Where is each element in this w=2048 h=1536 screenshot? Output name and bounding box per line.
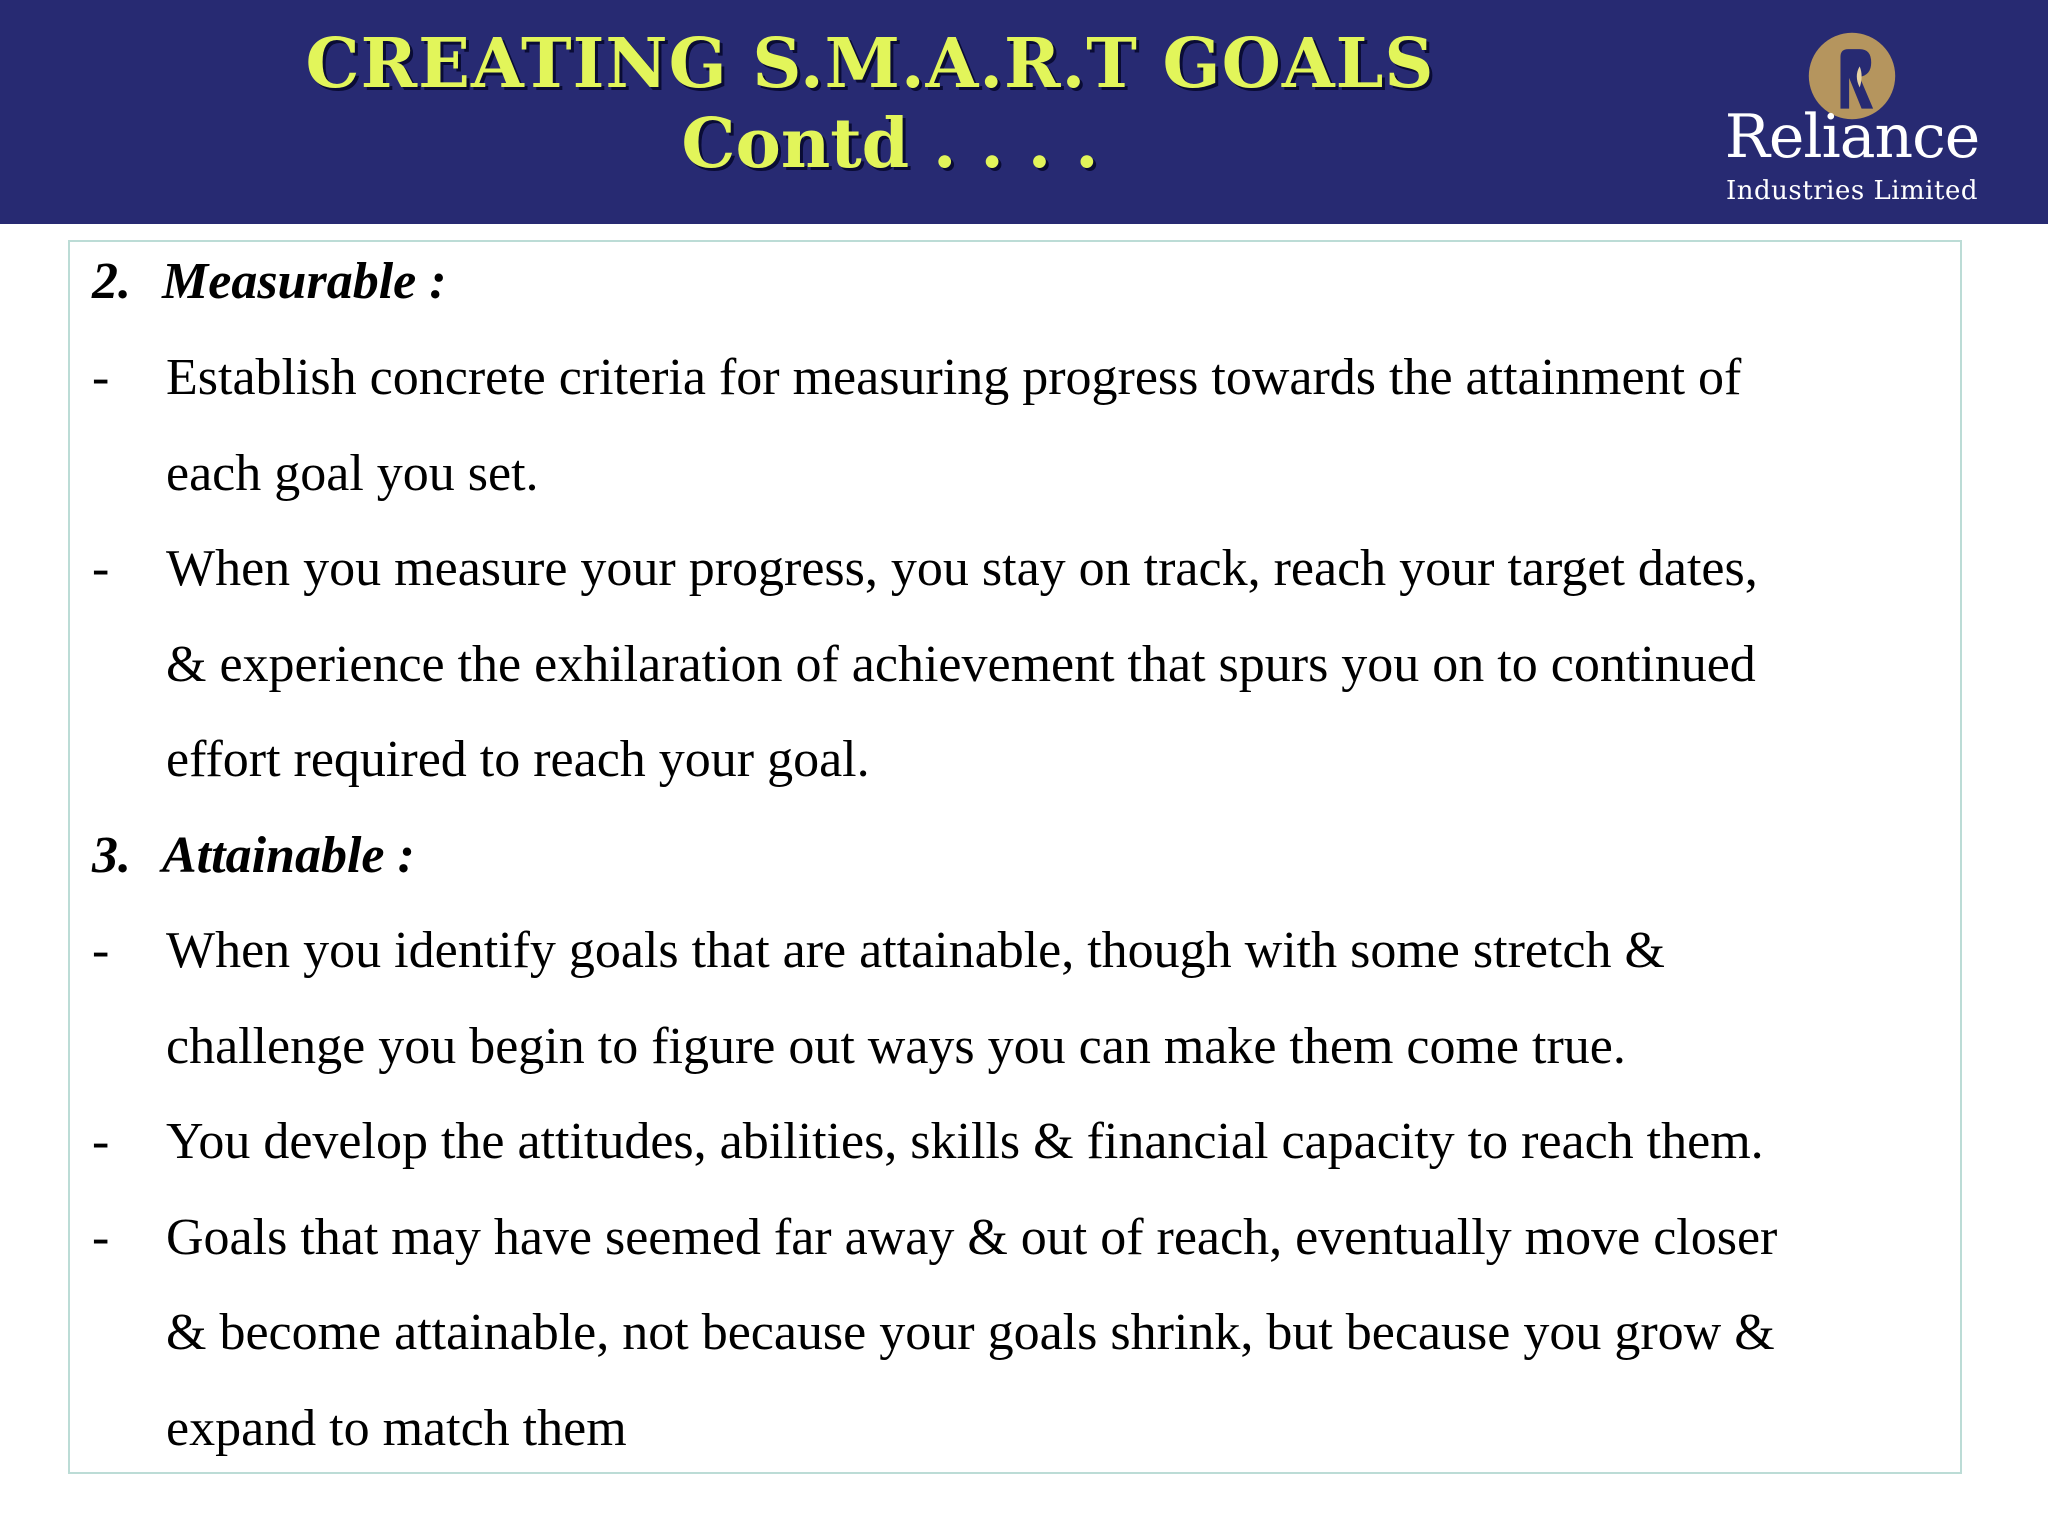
section-number: 3.: [92, 827, 131, 884]
bullet-text: & experience the exhilaration of achievement that spurs you on to continued: [166, 636, 1756, 693]
bullet-item: [70, 348, 1964, 444]
bullet-text: You develop the attitudes, abilities, skills & financial capacity to reach them.: [166, 1113, 1764, 1170]
bullet-continuation: [70, 635, 1964, 731]
bullet-dash: -: [92, 349, 110, 406]
bullet-continuation: [70, 1399, 1964, 1495]
bullet-item: [70, 1112, 1964, 1208]
bullet-text: Goals that may have seemed far away & out of reach, eventually move closer: [166, 1209, 1778, 1266]
bullet-continuation: [70, 444, 1964, 540]
bullet-dash: -: [92, 922, 110, 979]
bullet-continuation: [70, 730, 1964, 826]
bullet-item: [70, 921, 1964, 1017]
bullet-continuation: [70, 1303, 1964, 1399]
reliance-logo: [1720, 26, 2020, 216]
bullet-dash: -: [92, 540, 110, 597]
header-banner: [0, 0, 2048, 224]
bullet-text: When you identify goals that are attainable, though with some stretch &: [166, 922, 1665, 979]
section-number: 2.: [92, 253, 131, 310]
section-heading-measurable: [70, 252, 1964, 348]
bullet-text: effort required to reach your goal.: [166, 731, 870, 788]
bullet-item: [70, 1208, 1964, 1304]
logo-subtitle: Industries Limited: [1726, 176, 1978, 206]
bullet-text: expand to match them: [166, 1400, 627, 1457]
bullet-text: Establish concrete criteria for measuring progress towards the attainment of: [166, 349, 1742, 406]
slide-subtitle: Contd . . . .: [681, 104, 1099, 184]
content-box: [68, 240, 1962, 1474]
section-title: Attainable :: [162, 827, 415, 884]
bullet-dash: -: [92, 1113, 110, 1170]
logo-wordmark: Reliance: [1724, 102, 1980, 172]
bullet-dash: -: [92, 1209, 110, 1266]
bullet-item: [70, 539, 1964, 635]
bullet-text: & become attainable, not because your goals shrink, but because you grow &: [166, 1304, 1775, 1361]
bullet-text: challenge you begin to figure out ways you can make them come true.: [166, 1018, 1626, 1075]
bullet-text: each goal you set.: [166, 445, 539, 502]
bullet-continuation: [70, 1017, 1964, 1113]
section-heading-attainable: [70, 826, 1964, 922]
bullet-text: When you measure your progress, you stay on track, reach your target dates,: [166, 540, 1758, 597]
section-title: Measurable :: [162, 253, 447, 310]
slide-title: CREATING S.M.A.R.T GOALS: [305, 24, 1435, 104]
